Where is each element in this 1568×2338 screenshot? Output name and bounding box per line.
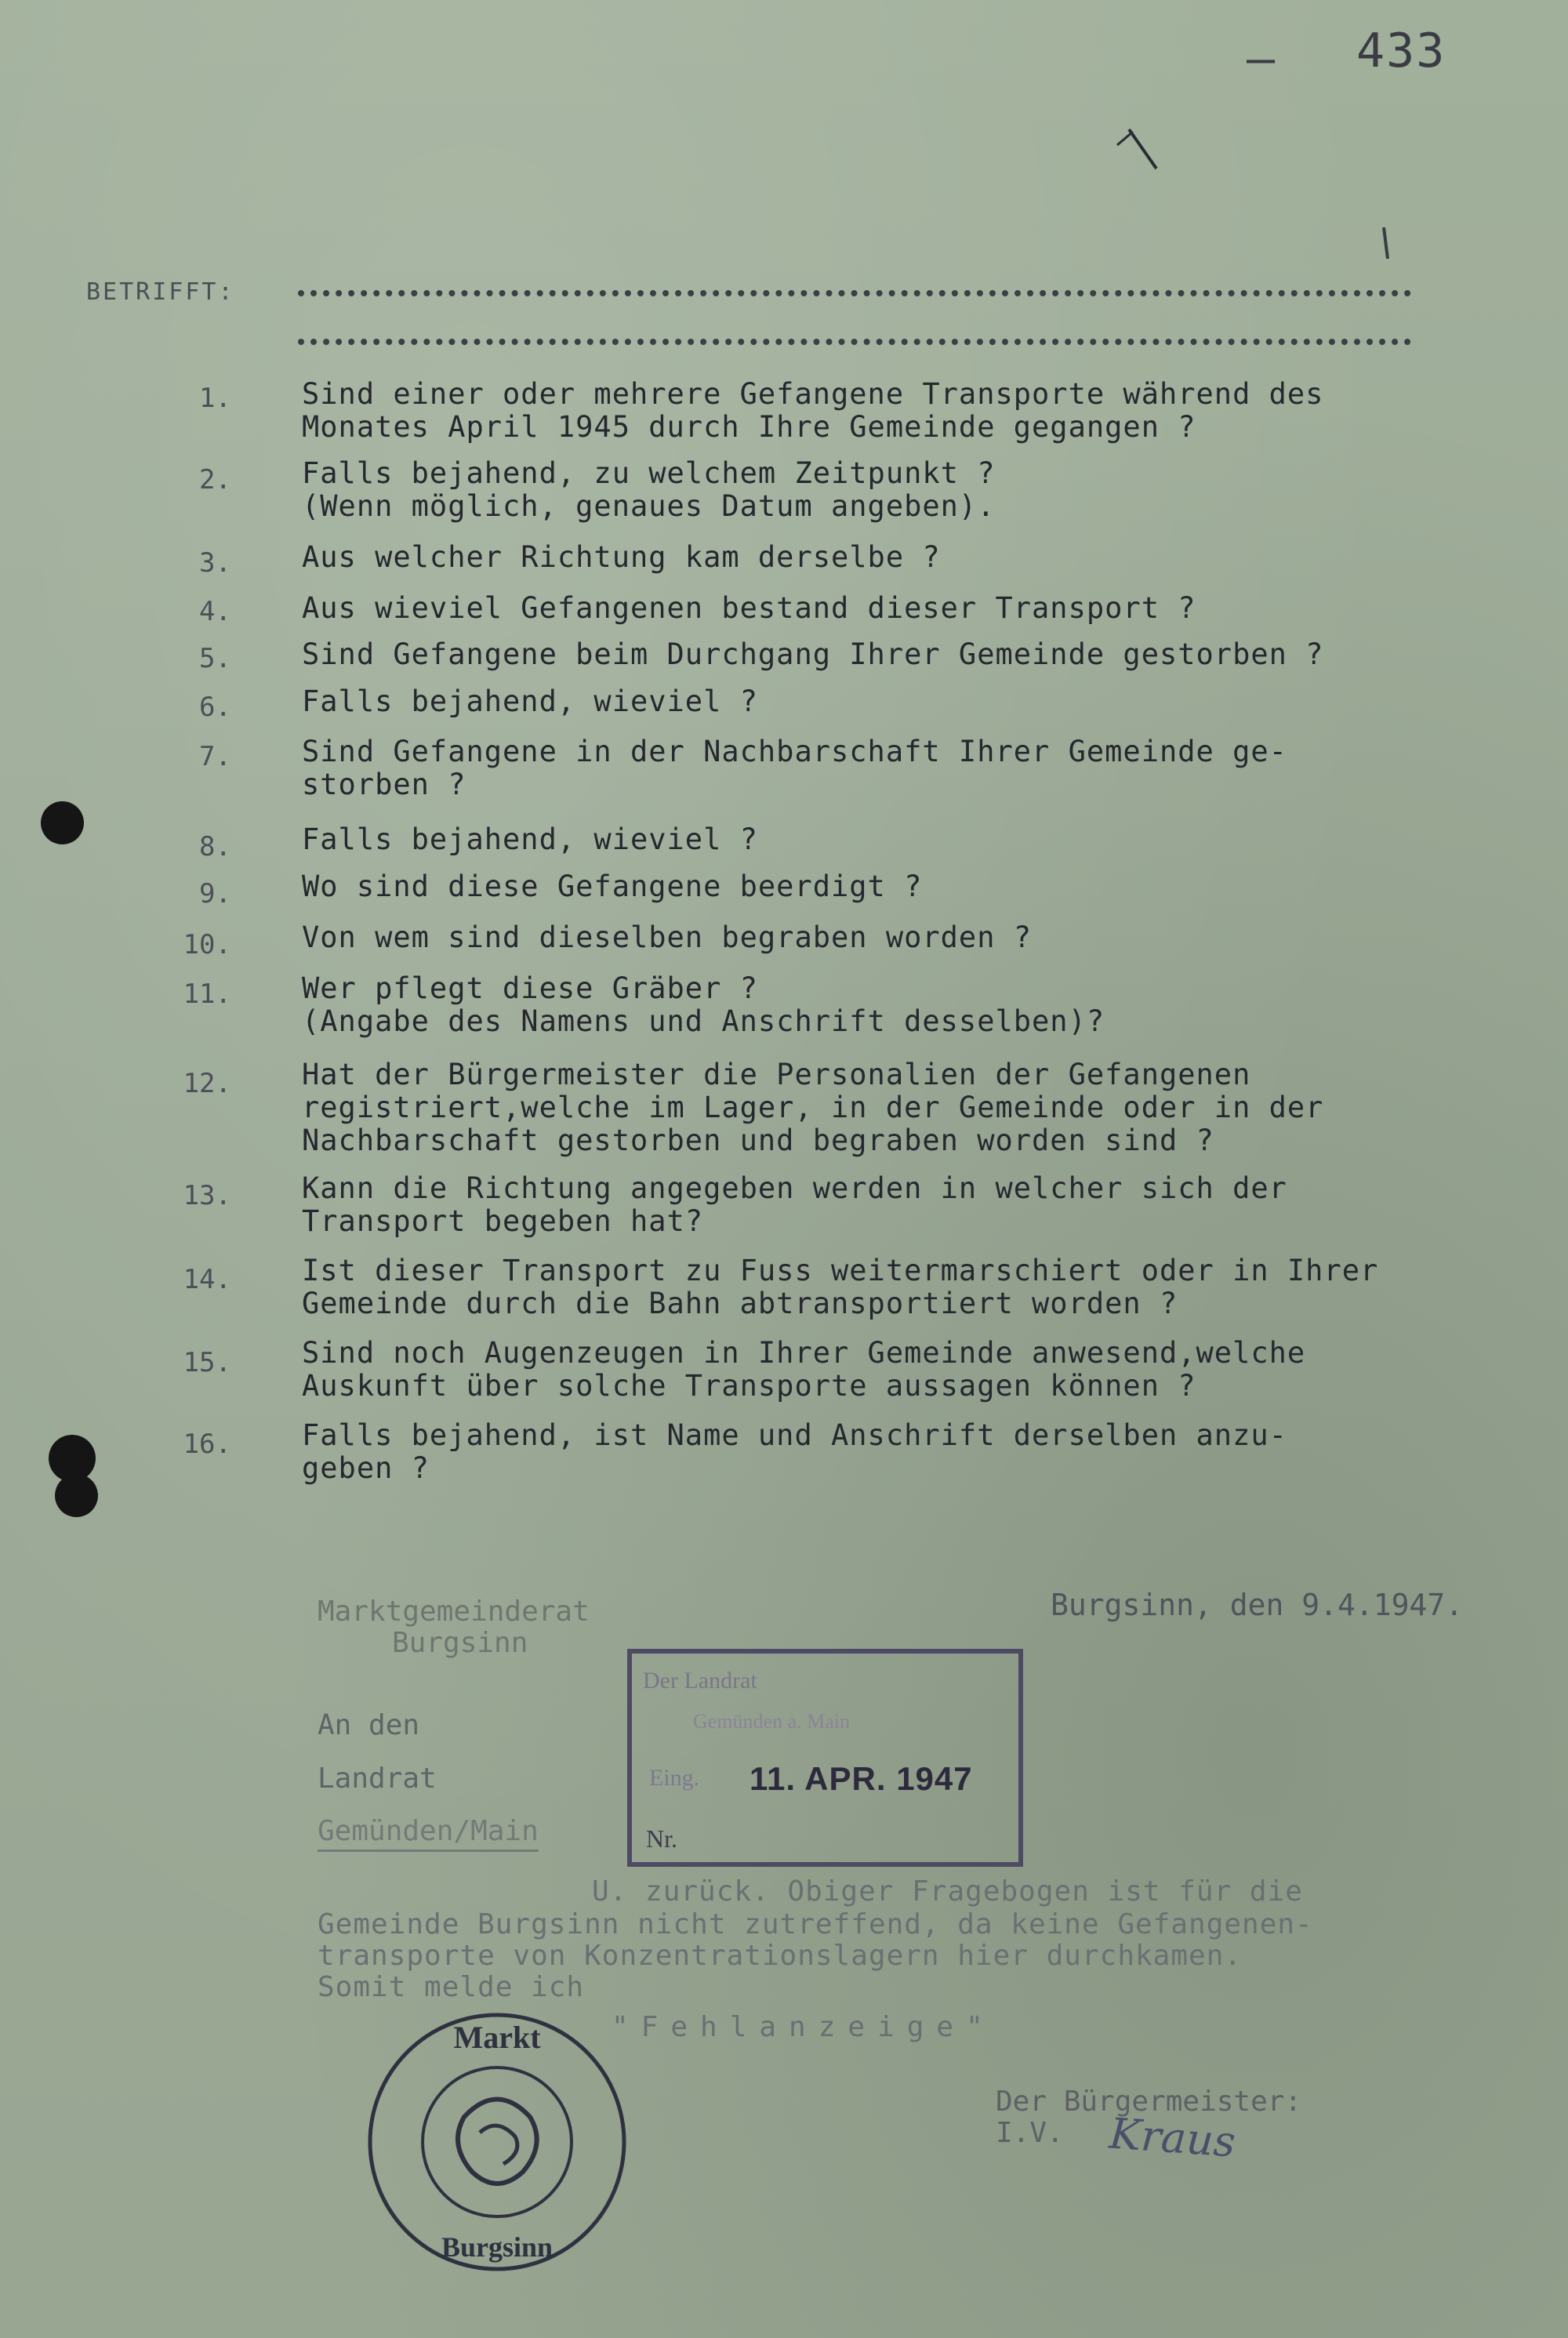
body-line: Somit melde ich xyxy=(318,1971,585,2003)
question-number: 13. xyxy=(183,1180,231,1211)
question-text: Aus wieviel Gefangenen bestand dieser Transport ? xyxy=(302,591,1196,625)
question-number: 5. xyxy=(199,643,231,674)
recipient-line-1: An den xyxy=(318,1709,420,1741)
punch-hole xyxy=(41,801,84,844)
received-stamp xyxy=(627,1649,1023,1867)
stamp-location: Gemünden a. Main xyxy=(693,1710,851,1733)
body-line: Gemeinde Burgsinn nicht zutreffend, da keine Gefangenen- xyxy=(318,1908,1313,1940)
question-number: 14. xyxy=(183,1264,231,1295)
place-date: Burgsinn, den 9.4.1947. xyxy=(1051,1588,1464,1622)
question-number: 6. xyxy=(199,692,231,723)
question-number: 11. xyxy=(183,978,231,1010)
stamp-authority: Der Landrat xyxy=(643,1668,757,1694)
body-line: U. zurück. Obiger Fragebogen ist für die xyxy=(592,1875,1303,1908)
recipient-line-3: Gemünden/Main xyxy=(318,1815,539,1847)
recipient-line-2: Landrat xyxy=(318,1763,437,1795)
question-number: 3. xyxy=(199,547,231,579)
signature-title: Der Bürgermeister: xyxy=(996,2086,1302,2118)
question-number: 1. xyxy=(199,383,231,414)
question-text: Wo sind diese Gefangene beerdigt ? xyxy=(302,869,923,903)
question-text: Sind noch Augenzeugen in Ihrer Gemeinde anwesend,welche Auskunft über solche Transporte aussagen können ? xyxy=(302,1336,1306,1403)
question-text: Falls bejahend, wieviel ? xyxy=(302,684,758,718)
page-number: 433 xyxy=(1356,24,1446,78)
signature-iv: I.V. xyxy=(996,2117,1064,2149)
question-text: Falls bejahend, zu welchem Zeitpunkt ? (Wenn möglich, genaues Datum angeben). xyxy=(302,456,996,523)
subject-dotted-line-1 xyxy=(298,290,1411,296)
question-text: Hat der Bürgermeister die Personalien der Gefangenen registriert,welche im Lager, in der Gemeinde oder in der Nachbarschaft gestorben und begraben worden sind ? xyxy=(302,1058,1324,1157)
question-number: 10. xyxy=(183,929,231,960)
question-number: 15. xyxy=(183,1347,231,1378)
stamp-eing-label: Eing. xyxy=(649,1765,700,1791)
question-text: Von wem sind dieselben begraben worden ? xyxy=(302,920,1033,954)
question-text: Wer pflegt diese Gräber ? (Angabe des Namens und Anschrift desselben)? xyxy=(302,971,1105,1038)
seal-bottom-text: Burgsinn xyxy=(441,2231,554,2263)
question-text: Falls bejahend, wieviel ? xyxy=(302,822,758,856)
seal-top-text: Markt xyxy=(453,2020,541,2055)
sender-line-2: Burgsinn xyxy=(392,1627,528,1659)
question-number: 7. xyxy=(199,741,231,772)
stamp-nr-label: Nr. xyxy=(646,1824,677,1853)
question-number: 12. xyxy=(183,1068,231,1099)
question-number: 2. xyxy=(199,464,231,496)
question-text: Kann die Richtung angegeben werden in welcher sich der Transport begeben hat? xyxy=(302,1171,1287,1238)
question-number: 9. xyxy=(199,878,231,909)
question-number: 4. xyxy=(199,596,231,627)
handwritten-signature: Kraus xyxy=(1107,2108,1237,2167)
question-text: Sind Gefangene beim Durchgang Ihrer Gemeinde gestorben ? xyxy=(302,637,1324,671)
question-text: Sind einer oder mehrere Gefangene Transporte während des Monates April 1945 durch Ihre Gemeinde gegangen ? xyxy=(302,377,1324,444)
stamp-date: 11. APR. 1947 xyxy=(750,1760,973,1797)
page-dash: – xyxy=(1247,31,1276,86)
body-line: transporte von Konzentrationslagern hier durchkamen. xyxy=(318,1940,1243,1972)
subject-dotted-line-2 xyxy=(298,339,1411,345)
pen-marks xyxy=(0,0,1568,392)
question-text: Aus welcher Richtung kam derselbe ? xyxy=(302,540,941,574)
fehlanzeige-text: "Fehlanzeige" xyxy=(612,2011,996,2043)
punch-hole xyxy=(55,1474,98,1517)
municipal-seal xyxy=(362,2007,633,2278)
betrifft-label: BETRIFFT: xyxy=(86,278,235,306)
question-number: 16. xyxy=(183,1429,231,1460)
question-text: Ist dieser Transport zu Fuss weitermarschiert oder in Ihrer Gemeinde durch die Bahn abtransportiert worden ? xyxy=(302,1254,1379,1320)
question-number: 8. xyxy=(199,831,231,862)
question-text: Falls bejahend, ist Name und Anschrift derselben anzu- geben ? xyxy=(302,1418,1287,1485)
sender-line-1: Marktgemeinderat xyxy=(318,1596,590,1628)
question-text: Sind Gefangene in der Nachbarschaft Ihrer Gemeinde ge- storben ? xyxy=(302,735,1287,801)
